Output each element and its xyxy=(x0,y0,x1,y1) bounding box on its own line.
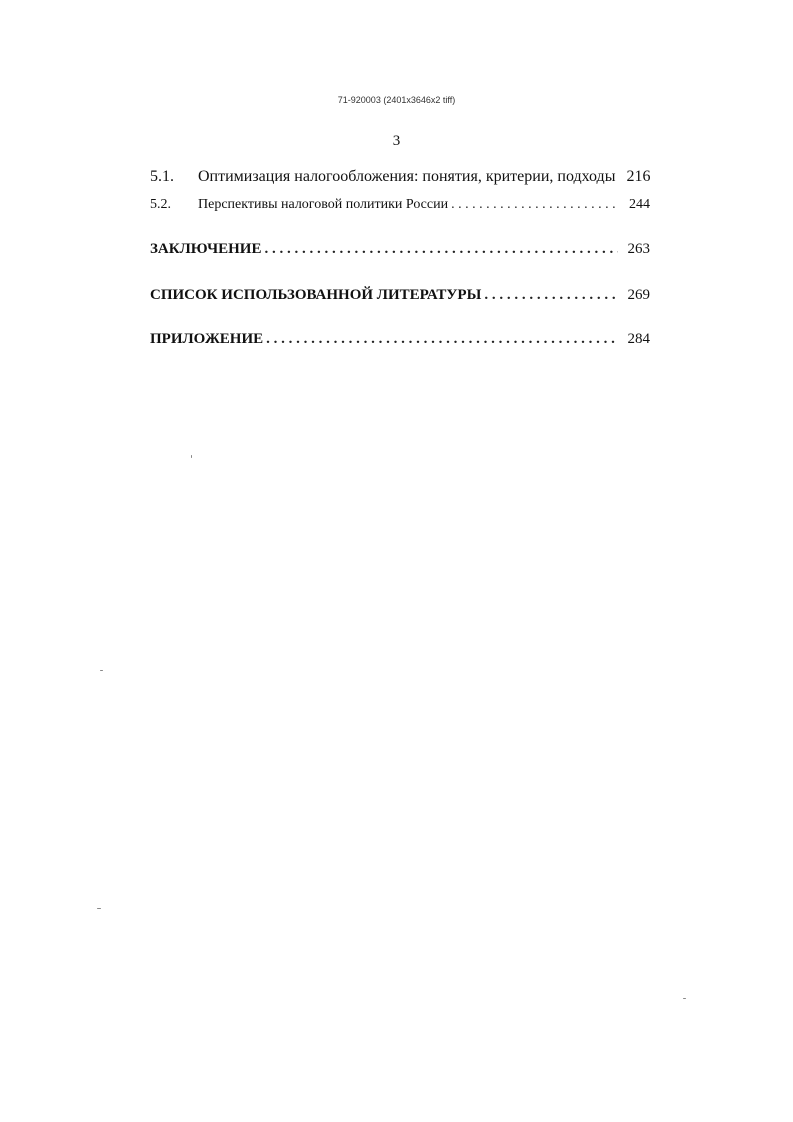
page-number: 3 xyxy=(392,133,401,149)
scan-header: 71-920003 (2401x3646x2 tiff) xyxy=(337,95,456,105)
toc-entry-title: СПИСОК ИСПОЛЬЗОВАННОЙ ЛИТЕРАТУРЫ xyxy=(150,287,482,303)
toc-entry-page: 269 xyxy=(627,287,650,303)
toc-entry-page: 263 xyxy=(627,241,650,257)
scan-speck xyxy=(191,455,192,458)
scan-speck xyxy=(97,908,101,909)
toc-entry-title: ЗАКЛЮЧЕНИЕ xyxy=(150,241,262,257)
scan-speck xyxy=(100,670,103,671)
toc-entry-5-1[interactable] xyxy=(150,168,650,186)
toc-entry-page: 244 xyxy=(629,197,650,212)
toc-entry-title: ПРИЛОЖЕНИЕ xyxy=(150,331,264,347)
toc-entry-number: 5.2. xyxy=(150,197,171,212)
toc-dot-leader xyxy=(266,331,618,348)
toc-entry-title: Оптимизация налогообложения: понятия, критерии, подходы xyxy=(198,168,616,185)
toc-entry-appendix[interactable] xyxy=(150,331,650,348)
toc-entry-5-2[interactable] xyxy=(150,197,650,213)
toc-dot-leader xyxy=(484,287,618,304)
toc-entry-title: Перспективы налоговой политики России xyxy=(198,197,449,212)
toc-entry-page: 284 xyxy=(627,331,650,347)
toc-dot-leader xyxy=(264,241,618,258)
toc-entry-conclusion[interactable] xyxy=(150,241,650,258)
scan-speck xyxy=(683,998,686,999)
toc-entry-page: 216 xyxy=(626,168,651,185)
toc-dot-leader xyxy=(451,197,618,213)
toc-entry-number: 5.1. xyxy=(150,168,174,185)
toc-entry-references[interactable] xyxy=(150,287,650,304)
